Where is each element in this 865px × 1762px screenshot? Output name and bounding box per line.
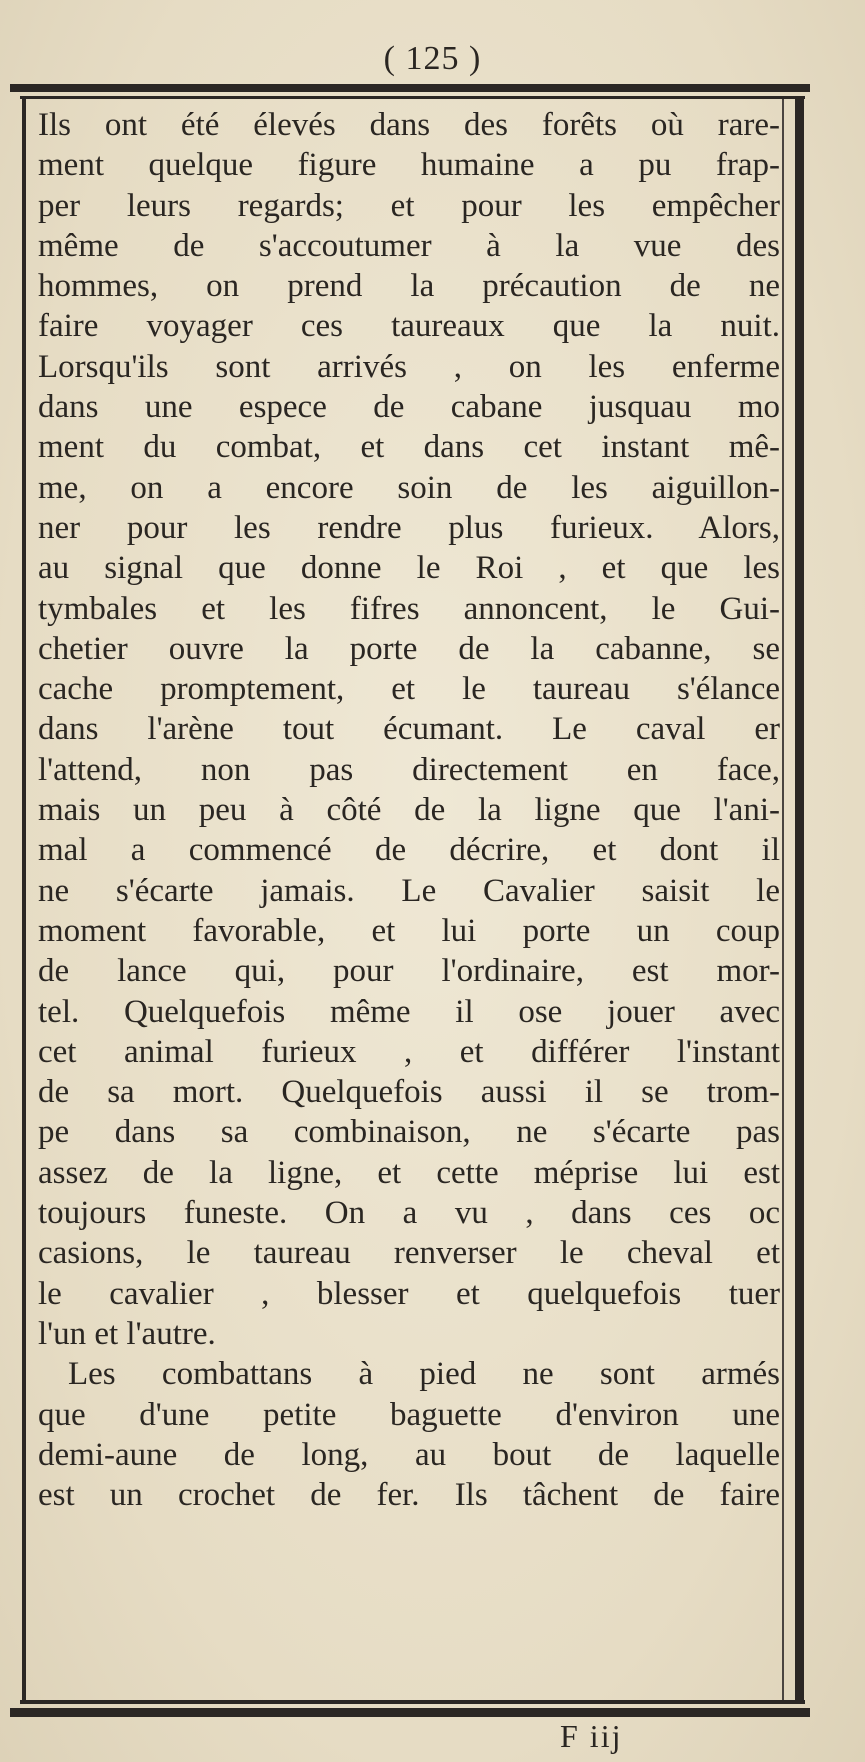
page-number: ( 125 ) bbox=[383, 40, 482, 77]
text-line: mal a commencé de décrire, et dont il bbox=[38, 832, 780, 869]
text-line: tel. Quelquefois même il ose jouer avec bbox=[38, 993, 780, 1030]
text-line: hommes, on prend la précaution de ne bbox=[38, 268, 780, 305]
text-line: casions, le taureau renverser le cheval et bbox=[38, 1235, 780, 1272]
text-line: cache promptement, et le taureau s'élance bbox=[38, 671, 780, 708]
text-line: dans une espece de cabane jusquau mo bbox=[38, 389, 780, 426]
paragraph-start-line: Les combattans à pied ne sont armés bbox=[68, 1356, 780, 1393]
text-line: l'attend, non pas directement en face, bbox=[38, 751, 780, 788]
top-rule-thick bbox=[10, 84, 810, 92]
text-line: de lance qui, pour l'ordinaire, est mor- bbox=[38, 953, 780, 990]
text-line: dans l'arène tout écumant. Le caval er bbox=[38, 711, 780, 748]
text-line: moment favorable, et lui porte un coup bbox=[38, 912, 780, 949]
text-line: Ils ont été élevés dans des forêts où rare- bbox=[38, 107, 780, 143]
text-line: toujours funeste. On a vu , dans ces oc bbox=[38, 1195, 780, 1232]
text-line: Lorsqu'ils sont arrivés , on les enferme bbox=[38, 348, 780, 385]
text-line: mais un peu à côté de la ligne que l'ani- bbox=[38, 792, 780, 829]
frame-right-border bbox=[795, 99, 804, 1701]
text-line: ment du combat, et dans cet instant mê- bbox=[38, 429, 780, 466]
text-line: est un crochet de fer. Ils tâchent de faire bbox=[38, 1477, 780, 1514]
text-line: demi-aune de long, au bout de laquelle bbox=[38, 1436, 780, 1473]
bottom-rule-thick bbox=[10, 1708, 810, 1717]
text-line: assez de la ligne, et cette méprise lui est bbox=[38, 1154, 780, 1191]
text-line: de sa mort. Quelquefois aussi il se trom- bbox=[38, 1074, 780, 1111]
text-line: pe dans sa combinaison, ne s'écarte pas bbox=[38, 1114, 780, 1151]
frame-right-inner-border bbox=[782, 99, 784, 1701]
text-line: ner pour les rendre plus furieux. Alors, bbox=[38, 509, 780, 546]
text-line: cet animal furieux , et différer l'instant bbox=[38, 1033, 780, 1070]
bottom-rule-thin bbox=[20, 1700, 805, 1704]
frame-left-border bbox=[22, 99, 26, 1701]
text-line: me, on a encore soin de les aiguillon- bbox=[38, 469, 780, 506]
signature-mark: F iij bbox=[560, 1718, 623, 1754]
body-text bbox=[38, 105, 780, 1515]
text-line: le cavalier , blesser et quelquefois tuer bbox=[38, 1275, 780, 1312]
text-line: même de s'accoutumer à la vue des bbox=[38, 227, 780, 264]
text-line: que d'une petite baguette d'environ une bbox=[38, 1396, 780, 1433]
paragraph-end-line: l'un et l'autre. bbox=[38, 1315, 216, 1352]
text-line: faire voyager ces taureaux que la nuit. bbox=[38, 308, 780, 345]
text-line: per leurs regards; et pour les empêcher bbox=[38, 187, 780, 224]
text-line: chetier ouvre la porte de la cabanne, se bbox=[38, 630, 780, 667]
text-line: ment quelque figure humaine a pu frap- bbox=[38, 147, 780, 184]
text-line: au signal que donne le Roi , et que les bbox=[38, 550, 780, 587]
text-line: tymbales et les fifres annoncent, le Gui- bbox=[38, 590, 780, 627]
top-rule-thin bbox=[20, 96, 805, 99]
text-line: ne s'écarte jamais. Le Cavalier saisit le bbox=[38, 872, 780, 909]
